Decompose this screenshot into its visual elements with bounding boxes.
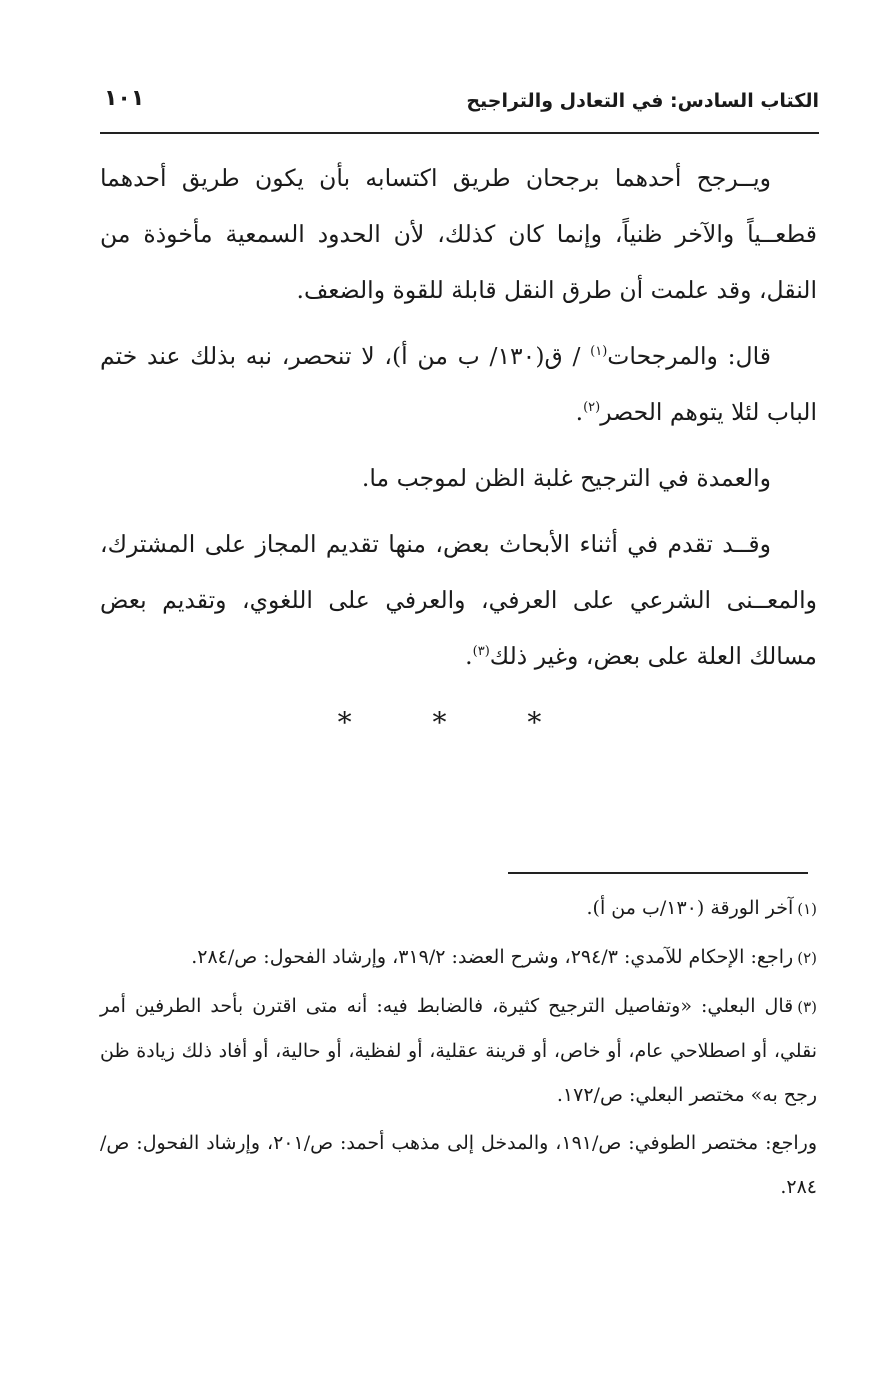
running-header: [100, 86, 819, 126]
paragraph-3: والعمدة في الترجيح غلبة الظن لموجب ما.: [361, 464, 771, 492]
footnote-1-text: آخر الورقة (١٣٠/ب من أ).: [586, 897, 794, 919]
footnote-rule: [508, 872, 808, 874]
footnote-3-text: قال البعلي: «وتفاصيل الترجيح كثيرة، فالضابط فيه: أنه متى اقترن بأحد الطرفين أمر نقلي، أو اصطلاحي عام، أو خاص، أو قرينة عقلية، أو لفظية، أو حالية، أو أفاد ذلك زيادة ظن رجح به» مختصر البعلي: ص/١٧٢.: [100, 995, 817, 1106]
header-title: الكتاب السادس: في التعادل والتراجيح: [466, 90, 819, 112]
footnote-ref-2: (٢): [583, 400, 601, 416]
paragraph-1: ويــرجح أحدهما برجحان طريق اكتسابه بأن يكون طريق أحدهما قطعــياً والآخر ظنياً، وإنما كان كذلك، لأن الحدود السمعية مأخوذة من النقل، وقد علمت أن طرق النقل قابلة للقوة والضعف.: [100, 164, 817, 304]
paragraph-2: [100, 328, 817, 440]
paragraph-4: [100, 516, 817, 684]
footnote-3-number: (٣): [797, 998, 817, 1016]
paragraph-2-text-b: / ق(١٣٠/ ب من أ)، لا تنحصر، نبه بذلك عند ختم الباب لئلا يتوهم الحصر: [100, 342, 817, 426]
footnote-ref-3: (٣): [472, 644, 490, 660]
footnote-1-number: (١): [797, 900, 817, 918]
page-number: ١٠١: [104, 86, 145, 111]
footnotes: [100, 886, 817, 1209]
paragraph-4-text-a: وقــد تقدم في أثناء الأبحاث بعض، منها تقديم المجاز على المشترك، والمعــنى الشرعي على العرفي، والعرفي على اللغوي، وتقديم بعض مسالك العلة على بعض، وغير ذلك: [100, 530, 817, 670]
section-separator: * * *: [337, 706, 578, 739]
footnote-2: [100, 935, 817, 980]
footnote-ref-1: (١): [590, 344, 608, 360]
footnote-1: [100, 886, 817, 931]
footnote-3: [100, 984, 817, 1117]
paragraph-2-text-a: قال: والمرجحات: [607, 342, 771, 370]
main-text: [100, 150, 817, 694]
footnote-2-number: (٢): [797, 949, 817, 967]
footnote-3-continuation: وراجع: مختصر الطوفي: ص/١٩١، والمدخل إلى مذهب أحمد: ص/٢٠١، وإرشاد الفحول: ص/٢٨٤.: [100, 1132, 818, 1198]
paragraph-4-text-b: .: [465, 642, 473, 670]
footnote-2-text: راجع: الإحكام للآمدي: ٢٩٤/٣، وشرح العضد: ٣١٩/٢، وإرشاد الفحول: ص/٢٨٤.: [191, 946, 794, 968]
header-rule: [100, 132, 819, 134]
paragraph-2-text-c: .: [575, 398, 584, 426]
